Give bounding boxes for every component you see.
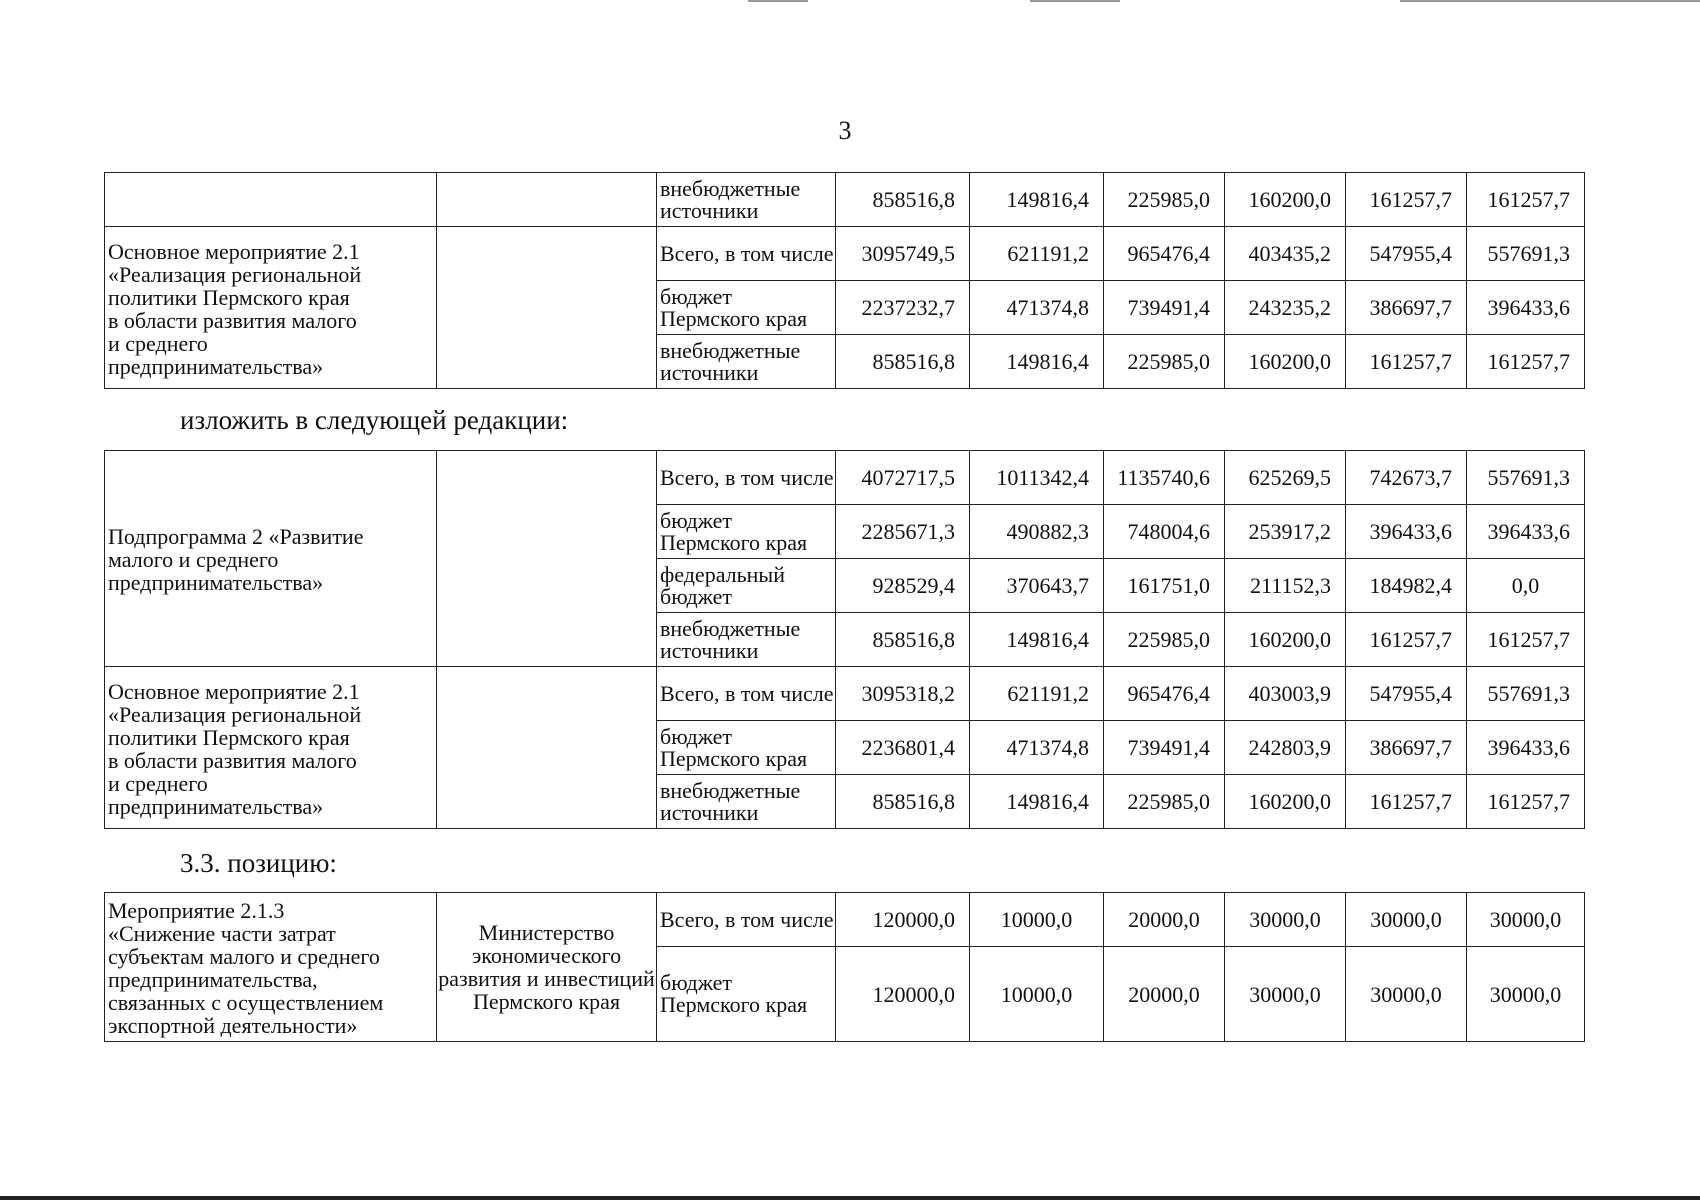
page-number: 3 <box>838 116 852 145</box>
value-cell: 557691,3 <box>1467 451 1585 505</box>
source-cell: бюджет Пермского края <box>657 947 836 1042</box>
value-cell: 557691,3 <box>1467 667 1585 721</box>
value-cell: 161257,7 <box>1467 613 1585 667</box>
source-cell: федеральный бюджет <box>657 559 836 613</box>
source-cell: внебюджетные источники <box>657 335 836 389</box>
value-cell: 858516,8 <box>836 775 970 829</box>
value-cell: 161257,7 <box>1467 775 1585 829</box>
table-top <box>104 172 1585 389</box>
value-cell: 225985,0 <box>1104 613 1225 667</box>
value-cell: 30000,0 <box>1225 893 1346 947</box>
value-cell: 547955,4 <box>1346 667 1467 721</box>
value-cell: 396433,6 <box>1467 721 1585 775</box>
scan-edge-mark <box>748 0 808 2</box>
scan-bottom-edge <box>0 1196 1700 1200</box>
value-cell: 370643,7 <box>970 559 1104 613</box>
source-cell: Всего, в том числе <box>657 451 836 505</box>
value-cell: 547955,4 <box>1346 227 1467 281</box>
table-row <box>105 173 1585 227</box>
table-middle <box>104 450 1585 829</box>
value-cell: 2285671,3 <box>836 505 970 559</box>
value-cell: 858516,8 <box>836 335 970 389</box>
value-cell: 1135740,6 <box>1104 451 1225 505</box>
value-cell: 4072717,5 <box>836 451 970 505</box>
value-cell: 965476,4 <box>1104 227 1225 281</box>
value-cell: 161751,0 <box>1104 559 1225 613</box>
value-cell: 120000,0 <box>836 947 970 1042</box>
name-cell: Основное мероприятие 2.1 «Реализация региональной политики Пермского края в области развития малого и среднего предпринимательства» <box>105 667 437 829</box>
source-cell: Всего, в том числе <box>657 227 836 281</box>
value-cell: 211152,3 <box>1225 559 1346 613</box>
value-cell: 2237232,7 <box>836 281 970 335</box>
name-cell: Мероприятие 2.1.3 «Снижение части затрат субъектам малого и среднего предпринимательства, связанных с осуществлением экспортной деятельности» <box>105 893 437 1042</box>
value-cell: 120000,0 <box>836 893 970 947</box>
name-cell: Подпрограмма 2 «Развитие малого и среднего предпринимательства» <box>105 451 437 667</box>
paragraph-section-heading: 3.3. позицию: <box>180 848 337 878</box>
scan-edge-mark <box>1030 0 1120 2</box>
value-cell: 161257,7 <box>1346 613 1467 667</box>
source-cell: Всего, в том числе <box>657 667 836 721</box>
value-cell: 30000,0 <box>1467 893 1585 947</box>
executor-cell <box>437 451 657 667</box>
value-cell: 396433,6 <box>1346 505 1467 559</box>
value-cell: 742673,7 <box>1346 451 1467 505</box>
value-cell: 225985,0 <box>1104 775 1225 829</box>
value-cell: 149816,4 <box>970 613 1104 667</box>
table-row <box>105 667 1585 721</box>
value-cell: 965476,4 <box>1104 667 1225 721</box>
value-cell: 471374,8 <box>970 721 1104 775</box>
name-cell: Основное мероприятие 2.1 «Реализация региональной политики Пермского края в области развития малого и среднего предпринимательства» <box>105 227 437 389</box>
value-cell: 30000,0 <box>1467 947 1585 1042</box>
value-cell: 20000,0 <box>1104 893 1225 947</box>
executor-cell <box>437 227 657 389</box>
value-cell: 149816,4 <box>970 335 1104 389</box>
value-cell: 161257,7 <box>1346 775 1467 829</box>
name-cell <box>105 173 437 227</box>
value-cell: 243235,2 <box>1225 281 1346 335</box>
value-cell: 621191,2 <box>970 227 1104 281</box>
value-cell: 161257,7 <box>1467 335 1585 389</box>
value-cell: 739491,4 <box>1104 281 1225 335</box>
executor-cell <box>437 667 657 829</box>
value-cell: 30000,0 <box>1346 947 1467 1042</box>
value-cell: 403435,2 <box>1225 227 1346 281</box>
value-cell: 557691,3 <box>1467 227 1585 281</box>
value-cell: 858516,8 <box>836 173 970 227</box>
value-cell: 225985,0 <box>1104 335 1225 389</box>
value-cell: 0,0 <box>1467 559 1585 613</box>
executor-cell: Министерство экономического развития и инвестиций Пермского края <box>437 893 657 1042</box>
value-cell: 858516,8 <box>836 613 970 667</box>
value-cell: 396433,6 <box>1467 505 1585 559</box>
value-cell: 3095749,5 <box>836 227 970 281</box>
source-cell: внебюджетные источники <box>657 173 836 227</box>
value-cell: 386697,7 <box>1346 281 1467 335</box>
value-cell: 10000,0 <box>970 893 1104 947</box>
value-cell: 20000,0 <box>1104 947 1225 1042</box>
value-cell: 242803,9 <box>1225 721 1346 775</box>
value-cell: 748004,6 <box>1104 505 1225 559</box>
value-cell: 184982,4 <box>1346 559 1467 613</box>
value-cell: 471374,8 <box>970 281 1104 335</box>
value-cell: 160200,0 <box>1225 613 1346 667</box>
table-bottom <box>104 892 1585 1042</box>
value-cell: 30000,0 <box>1225 947 1346 1042</box>
executor-cell <box>437 173 657 227</box>
value-cell: 160200,0 <box>1225 775 1346 829</box>
value-cell: 739491,4 <box>1104 721 1225 775</box>
value-cell: 225985,0 <box>1104 173 1225 227</box>
value-cell: 160200,0 <box>1225 173 1346 227</box>
value-cell: 253917,2 <box>1225 505 1346 559</box>
paragraph-edit-instruction: изложить в следующей редакции: <box>180 405 569 435</box>
value-cell: 3095318,2 <box>836 667 970 721</box>
value-cell: 625269,5 <box>1225 451 1346 505</box>
value-cell: 928529,4 <box>836 559 970 613</box>
source-cell: внебюджетные источники <box>657 775 836 829</box>
value-cell: 30000,0 <box>1346 893 1467 947</box>
table-row <box>105 451 1585 505</box>
value-cell: 10000,0 <box>970 947 1104 1042</box>
source-cell: бюджет Пермского края <box>657 281 836 335</box>
source-cell: внебюджетные источники <box>657 613 836 667</box>
scan-edge-mark <box>1400 0 1700 2</box>
source-cell: бюджет Пермского края <box>657 505 836 559</box>
table-row <box>105 893 1585 947</box>
table-row <box>105 227 1585 281</box>
value-cell: 1011342,4 <box>970 451 1104 505</box>
value-cell: 161257,7 <box>1346 335 1467 389</box>
value-cell: 160200,0 <box>1225 335 1346 389</box>
value-cell: 161257,7 <box>1346 173 1467 227</box>
value-cell: 2236801,4 <box>836 721 970 775</box>
value-cell: 161257,7 <box>1467 173 1585 227</box>
source-cell: бюджет Пермского края <box>657 721 836 775</box>
value-cell: 386697,7 <box>1346 721 1467 775</box>
value-cell: 403003,9 <box>1225 667 1346 721</box>
source-cell: Всего, в том числе <box>657 893 836 947</box>
value-cell: 490882,3 <box>970 505 1104 559</box>
value-cell: 621191,2 <box>970 667 1104 721</box>
value-cell: 149816,4 <box>970 775 1104 829</box>
value-cell: 149816,4 <box>970 173 1104 227</box>
value-cell: 396433,6 <box>1467 281 1585 335</box>
